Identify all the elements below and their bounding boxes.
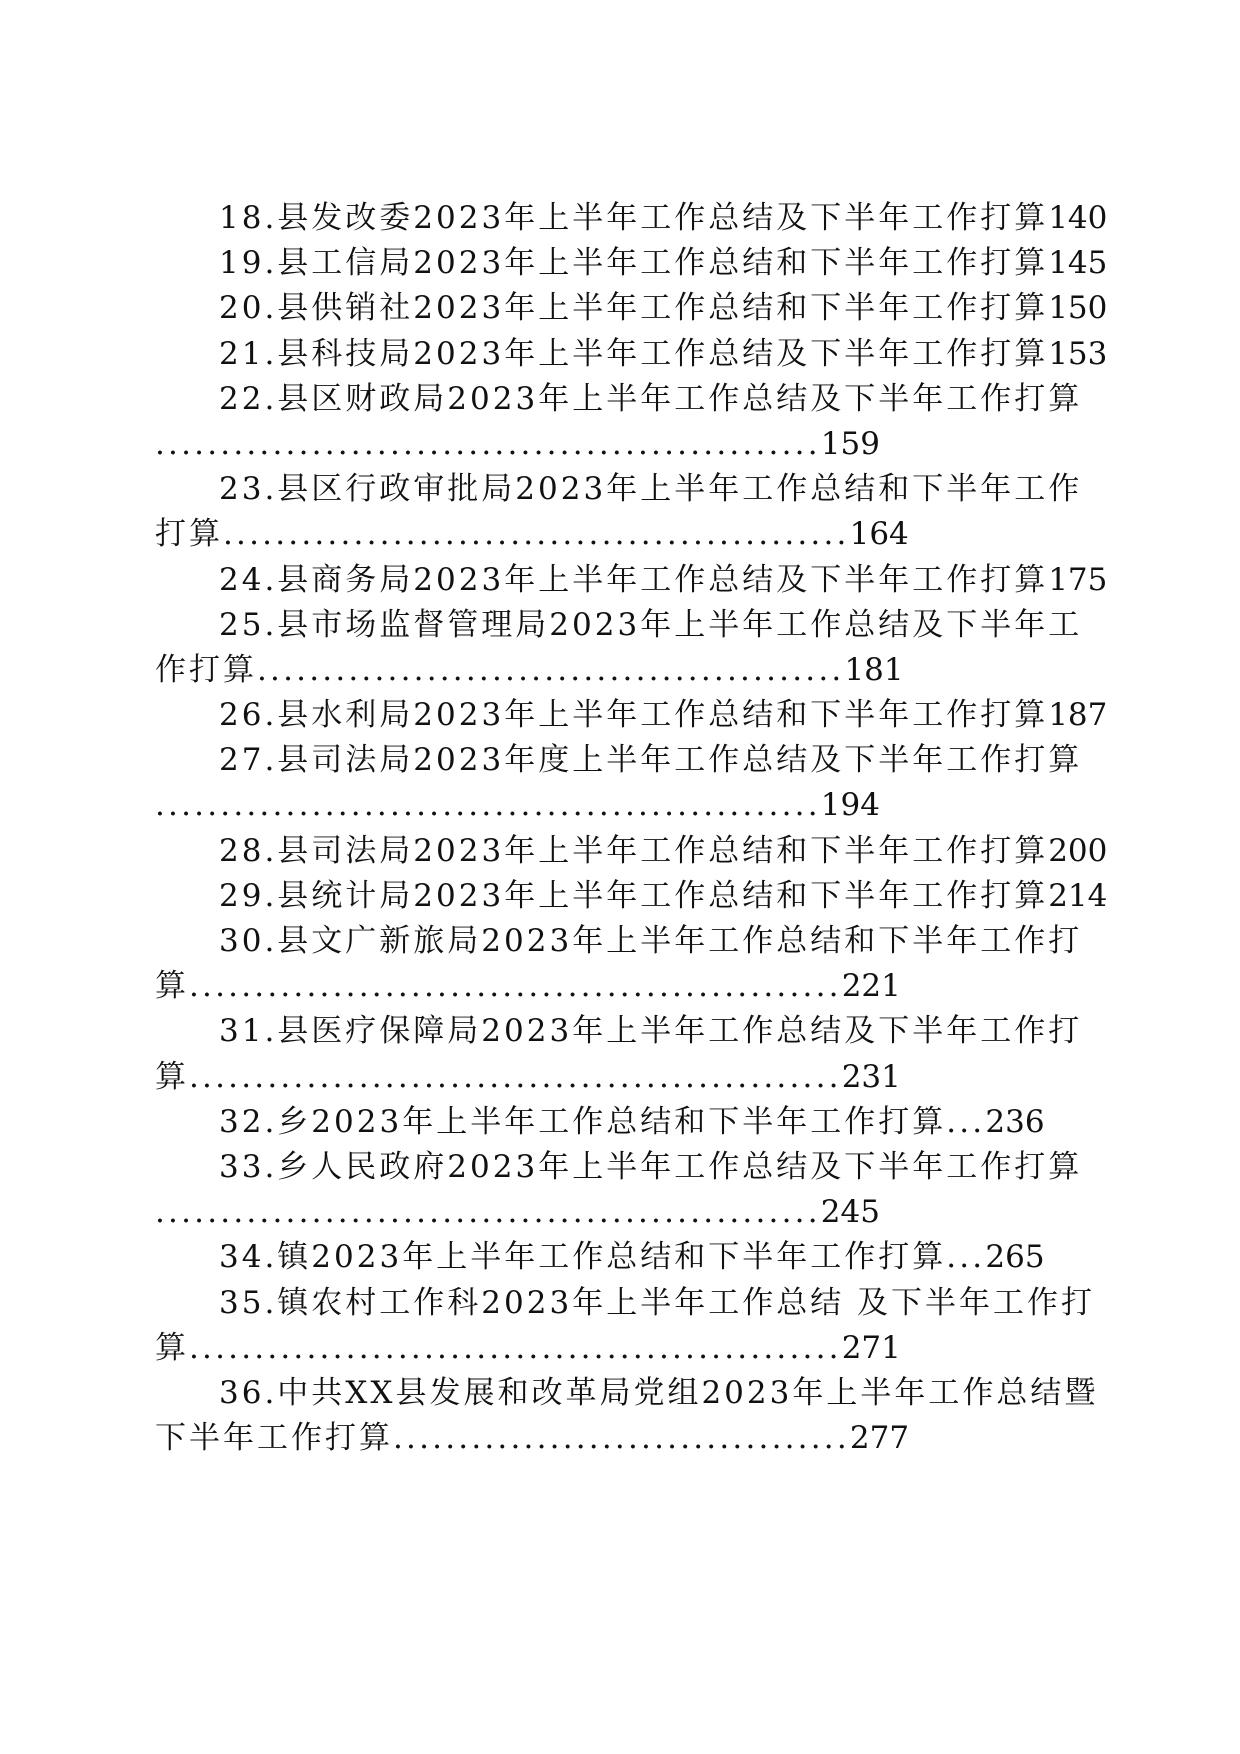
toc-leader-dots: ................................................... bbox=[155, 1194, 821, 1231]
toc-entry-text: 28.县司法局2023年上半年工作总结和下半年工作打算 bbox=[219, 832, 1049, 869]
toc-leader-dots: .................................................. bbox=[189, 968, 842, 1005]
toc-entry[interactable] bbox=[0, 241, 1240, 286]
toc-entry[interactable] bbox=[0, 603, 1240, 693]
toc-leader-dots: .................................................. bbox=[189, 1329, 842, 1366]
toc-entry[interactable] bbox=[0, 1145, 1240, 1235]
toc-leader-dots: .................................................. bbox=[189, 1058, 842, 1095]
toc-entry[interactable] bbox=[0, 1009, 1240, 1099]
toc-entry-text: 34.镇2023年上半年工作总结和下半年工作打算 bbox=[219, 1239, 947, 1276]
toc-entry[interactable] bbox=[0, 1371, 1240, 1461]
toc-entry-title-line bbox=[0, 558, 1240, 603]
toc-entry-text: 26.县水利局2023年上半年工作总结和下半年工作打算 bbox=[219, 697, 1049, 734]
toc-entry-text: 35.镇农村工作科2023年上半年工作总结 及下半年工作打 bbox=[219, 1284, 1096, 1321]
toc-page-number: 175 bbox=[1048, 561, 1108, 598]
toc-entry-text: 作打算 bbox=[155, 651, 257, 688]
toc-entry-title-line bbox=[0, 693, 1240, 738]
toc-page-number: 164 bbox=[849, 516, 909, 553]
toc-entry[interactable] bbox=[0, 874, 1240, 919]
toc-page-number: 245 bbox=[820, 1194, 880, 1231]
toc-entry-continuation-line bbox=[0, 783, 1240, 828]
toc-entry-title-line bbox=[0, 829, 1240, 874]
toc-page-number: 271 bbox=[841, 1329, 901, 1366]
toc-entry-title-line bbox=[0, 1235, 1240, 1280]
toc-page-number: 236 bbox=[985, 1103, 1045, 1140]
toc-entry-text: 31.县医疗保障局2023年上半年工作总结及下半年工作打 bbox=[219, 1013, 1083, 1050]
toc-entry[interactable] bbox=[0, 829, 1240, 874]
toc-entry-text: 29.县统计局2023年上半年工作总结和下半年工作打算 bbox=[219, 877, 1049, 914]
toc-entry[interactable] bbox=[0, 332, 1240, 377]
toc-page-number: 153 bbox=[1048, 335, 1108, 372]
toc-entry[interactable] bbox=[0, 286, 1240, 331]
toc-entry-text: 32.乡2023年上半年工作总结和下半年工作打算 bbox=[219, 1103, 947, 1140]
toc-entry-title-line bbox=[0, 241, 1240, 286]
toc-entry-text: 33.乡人民政府2023年上半年工作总结及下半年工作打算 bbox=[219, 1148, 1083, 1185]
toc-entry-text: 18.县发改委2023年上半年工作总结及下半年工作打算 bbox=[219, 200, 1049, 236]
toc-page-number: 145 bbox=[1048, 245, 1108, 282]
toc-entry[interactable] bbox=[0, 377, 1240, 467]
toc-entry-text: 24.县商务局2023年上半年工作总结及下半年工作打算 bbox=[219, 561, 1049, 598]
toc-entry[interactable] bbox=[0, 919, 1240, 1009]
toc-entry[interactable] bbox=[0, 1281, 1240, 1371]
toc-entry-title-line bbox=[0, 874, 1240, 919]
toc-entry-title-line bbox=[0, 919, 1240, 964]
toc-entry-continuation-line bbox=[0, 1326, 1240, 1371]
toc-leader-dots: ................................... bbox=[393, 1420, 850, 1457]
toc-leader-dots: ............................................. bbox=[257, 651, 845, 688]
toc-entry-title-line bbox=[0, 1100, 1240, 1145]
toc-entry-text: 36.中共XX县发展和改革局党组2023年上半年工作总结暨 bbox=[219, 1374, 1099, 1411]
toc-entry[interactable] bbox=[0, 196, 1240, 241]
toc-page-number: 277 bbox=[849, 1420, 910, 1457]
toc-leader-dots: ... bbox=[946, 1103, 986, 1140]
toc-leader-dots: ................................................... bbox=[155, 787, 821, 824]
toc-entry-text: 22.县区财政局2023年上半年工作总结及下半年工作打算 bbox=[219, 380, 1083, 417]
toc-entry-title-line bbox=[0, 332, 1240, 377]
toc-entry[interactable] bbox=[0, 1235, 1240, 1280]
toc-entry-text: 算 bbox=[155, 1329, 189, 1366]
toc-entry-text: 19.县工信局2023年上半年工作总结和下半年工作打算 bbox=[219, 245, 1049, 282]
toc-page-number: 265 bbox=[985, 1239, 1045, 1276]
toc-entry-title-line bbox=[0, 377, 1240, 422]
toc-entry-title-line bbox=[0, 196, 1240, 241]
toc-page-number: 200 bbox=[1048, 832, 1108, 869]
toc-entry-continuation-line bbox=[0, 512, 1240, 557]
toc-entry-continuation-line bbox=[0, 1190, 1240, 1235]
toc-entry-title-line bbox=[0, 1371, 1240, 1416]
toc-entry-title-line bbox=[0, 1145, 1240, 1190]
toc-entry[interactable] bbox=[0, 1100, 1240, 1145]
toc-entry-continuation-line bbox=[0, 964, 1240, 1009]
toc-leader-dots: ... bbox=[946, 1239, 986, 1276]
toc-entry-continuation-line bbox=[0, 1416, 1240, 1461]
toc-entry-title-line bbox=[0, 467, 1240, 512]
toc-entry-title-line bbox=[0, 286, 1240, 331]
toc-page-number: 159 bbox=[820, 425, 880, 462]
toc-entry-text: 打算 bbox=[155, 516, 223, 553]
toc-entry-title-line bbox=[0, 1009, 1240, 1054]
toc-entry-title-line bbox=[0, 1281, 1240, 1326]
toc-leader-dots: ................................................... bbox=[155, 425, 821, 462]
toc-page-number: 194 bbox=[820, 787, 880, 824]
toc-entry-text: 27.县司法局2023年度上半年工作总结及下半年工作打算 bbox=[219, 742, 1083, 779]
toc-entry[interactable] bbox=[0, 738, 1240, 828]
toc-entry-text: 20.县供销社2023年上半年工作总结和下半年工作打算 bbox=[219, 290, 1049, 327]
table-of-contents bbox=[0, 196, 1240, 1461]
toc-entry[interactable] bbox=[0, 467, 1240, 557]
toc-entry-title-line bbox=[0, 738, 1240, 783]
toc-page-number: 221 bbox=[841, 968, 901, 1005]
toc-entry-title-line bbox=[0, 603, 1240, 648]
toc-entry-text: 下半年工作打算 bbox=[155, 1420, 393, 1457]
toc-entry[interactable] bbox=[0, 693, 1240, 738]
toc-page-number: 231 bbox=[841, 1058, 901, 1095]
toc-entry[interactable] bbox=[0, 558, 1240, 603]
toc-page-number: 187 bbox=[1048, 697, 1108, 734]
toc-entry-text: 23.县区行政审批局2023年上半年工作总结和下半年工作 bbox=[219, 471, 1083, 508]
toc-leader-dots: ................................................ bbox=[223, 516, 850, 553]
toc-entry-text: 算 bbox=[155, 968, 189, 1005]
toc-entry-text: 25.县市场监督管理局2023年上半年工作总结及下半年工 bbox=[219, 606, 1083, 643]
toc-entry-continuation-line bbox=[0, 422, 1240, 467]
toc-page-number: 140 bbox=[1048, 200, 1108, 236]
toc-entry-continuation-line bbox=[0, 1055, 1240, 1100]
toc-page-number: 150 bbox=[1048, 290, 1108, 327]
toc-page-number: 214 bbox=[1048, 877, 1108, 914]
toc-page-number: 181 bbox=[844, 651, 904, 688]
toc-entry-text: 算 bbox=[155, 1058, 189, 1095]
toc-entry-continuation-line bbox=[0, 648, 1240, 693]
toc-entry-text: 21.县科技局2023年上半年工作总结及下半年工作打算 bbox=[219, 335, 1049, 372]
toc-entry-text: 30.县文广新旅局2023年上半年工作总结和下半年工作打 bbox=[219, 923, 1083, 959]
